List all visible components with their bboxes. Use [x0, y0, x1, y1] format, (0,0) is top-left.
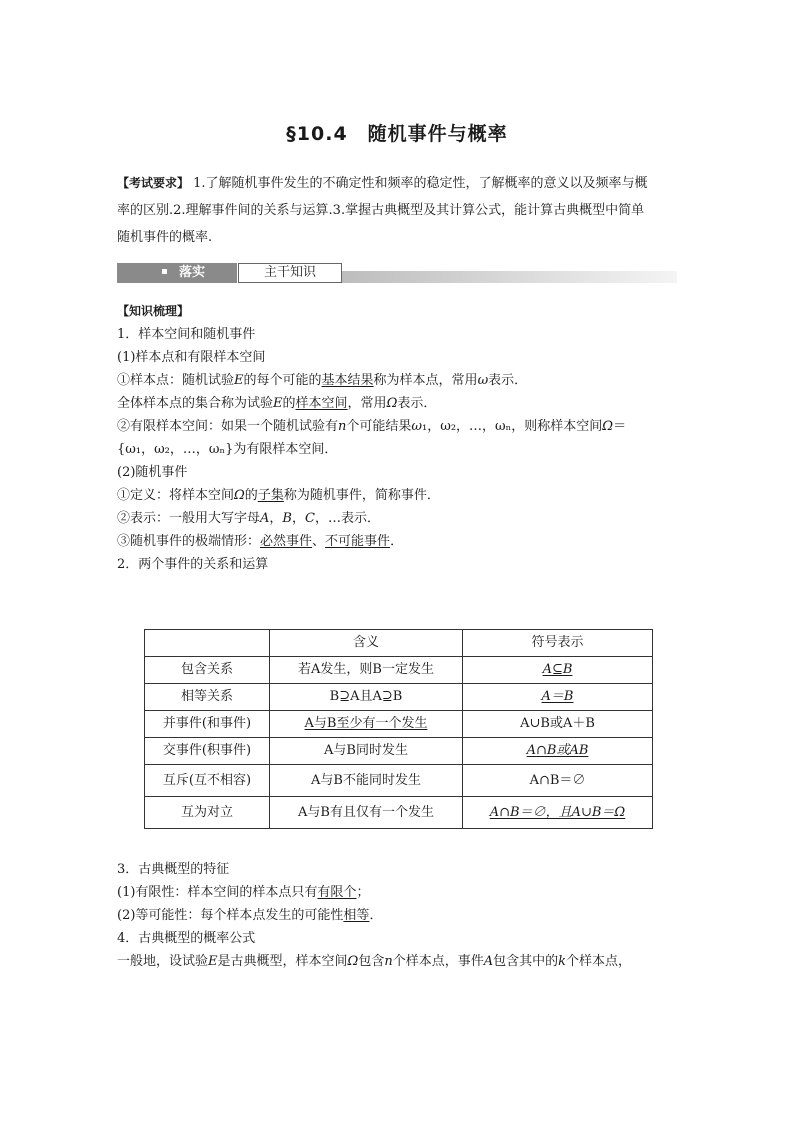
table-row — [145, 738, 653, 765]
knowledge-section — [117, 300, 677, 576]
table-header-row — [145, 630, 653, 657]
relation-name: 交事件(积事件) — [145, 738, 270, 765]
table-row — [145, 711, 653, 738]
sample-point-definition: ①样本点：随机试验E的每个可能的基本结果称为样本点，常用ω表示． — [117, 373, 528, 388]
exam-requirements — [117, 170, 677, 251]
subsection-1-2: (2)随机事件 — [117, 465, 188, 480]
table-header-cell — [145, 630, 270, 657]
subsection-1-1: (1)样本点和有限样本空间 — [117, 350, 266, 365]
relation-meaning: A与B有且仅有一个发生 — [270, 797, 463, 829]
table-row — [145, 797, 653, 829]
section-title: §10.4 随机事件与概率 — [286, 123, 508, 145]
relation-symbol: A∩B或AB — [463, 738, 653, 765]
requirement-line3: 随机事件的概率. — [117, 230, 213, 245]
relation-symbol: A∩B＝∅，且A∪B＝Ω — [463, 797, 653, 829]
relation-meaning: B⊇A且A⊇B — [270, 684, 463, 711]
finiteness-property: (1)有限性：样本空间的样本点只有有限个； — [117, 885, 370, 900]
square-bullet-icon — [162, 269, 167, 274]
table-header-cell: 符号表示 — [463, 630, 653, 657]
relation-symbol: A∩B＝∅ — [463, 765, 653, 797]
requirement-line1: 1.了解随机事件发生的不确定性和频率的稳定性，了解概率的意义以及频率与概 — [189, 176, 648, 191]
event-definition: ①定义：将样本空间Ω的子集称为随机事件，简称事件． — [117, 488, 440, 503]
finite-sample-space-set: {ω₁，ω₂，…，ωₙ}为有限样本空间． — [117, 442, 338, 457]
relation-name: 互为对立 — [145, 797, 270, 829]
relation-meaning: A与B至少有一个发生 — [270, 711, 463, 738]
relation-meaning: A与B不能同时发生 — [270, 765, 463, 797]
table-row — [145, 684, 653, 711]
knowledge-heading: 【知识梳理】 — [117, 304, 190, 318]
table-row — [145, 657, 653, 684]
banner-gradient-bar — [342, 271, 677, 283]
event-notation: ②表示：一般用大写字母A，B，C，…表示． — [117, 511, 380, 526]
relation-symbol: A∪B或A＋B — [463, 711, 653, 738]
table-row — [145, 765, 653, 797]
equal-likelihood-property: (2)等可能性：每个样本点发生的可能性相等． — [117, 908, 383, 923]
event-extremes: ③随机事件的极端情形：必然事件、不可能事件． — [117, 534, 404, 549]
section-banner — [117, 263, 677, 285]
relation-meaning: 若A发生，则B一定发生 — [270, 657, 463, 684]
finite-sample-space-definition: ②有限样本空间：如果一个随机试验有n个可能结果ω₁，ω₂，…，ωₙ，则称样本空间Ω＝ — [117, 419, 627, 434]
subsection-2: 2．两个事件的关系和运算 — [117, 557, 269, 572]
relation-name: 并事件(和事件) — [145, 711, 270, 738]
subsection-4: 4．古典概型的概率公式 — [117, 931, 256, 946]
relation-symbol: A＝B — [463, 684, 653, 711]
relation-meaning: A与B同时发生 — [270, 738, 463, 765]
sample-space-definition: 全体样本点的集合称为试验E的样本空间，常用Ω表示． — [117, 396, 437, 411]
requirement-tag: 【考试要求】 — [117, 176, 190, 190]
subsection-3: 3．古典概型的特征 — [117, 862, 230, 877]
probability-formula-intro: 一般地，设试验E是古典概型，样本空间Ω包含n个样本点，事件A包含其中的k个样本点， — [117, 954, 632, 969]
banner-light-label: 主干知识 — [238, 263, 342, 283]
relation-symbol: A⊆B — [463, 657, 653, 684]
relation-name: 相等关系 — [145, 684, 270, 711]
table-header-cell: 含义 — [270, 630, 463, 657]
requirement-line2: 率的区别.2.理解事件间的关系与运算.3.掌握古典概型及其计算公式，能计算古典概型中简单 — [117, 203, 645, 218]
event-relations-table — [144, 629, 653, 829]
banner-dark-label: 落实 — [117, 263, 237, 283]
classical-probability-section — [117, 858, 677, 973]
relation-name: 包含关系 — [145, 657, 270, 684]
relation-name: 互斥(互不相容) — [145, 765, 270, 797]
subsection-1: 1．样本空间和随机事件 — [117, 327, 256, 342]
